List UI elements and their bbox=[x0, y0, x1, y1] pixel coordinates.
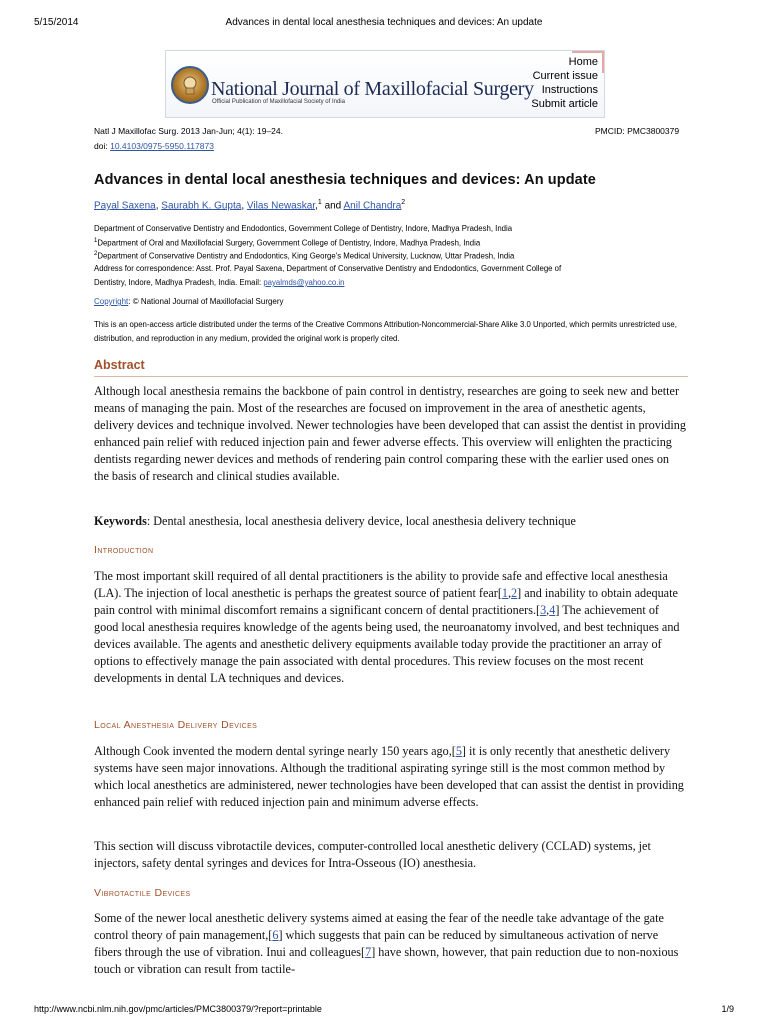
nav-submit-article-link[interactable]: Submit article bbox=[531, 98, 598, 110]
vibrotactile-paragraph bbox=[94, 910, 686, 978]
journal-nav bbox=[531, 55, 598, 111]
page-number: 1/9 bbox=[721, 1004, 734, 1014]
copyright-link[interactable]: Copyright bbox=[94, 297, 129, 306]
journal-logo-icon bbox=[171, 66, 209, 104]
text-run: ] The achievement of good local anesthesia requires knowledge of the agents being used, the neuroanatomy involved, and best techniques and devices available. The agents and anesthetic delivery equipments available today provide the practitioner an array of options to effectively manage the pain associated with dental procedures. This review focuses on the most recent developments in dental LA techniques and devices. bbox=[94, 603, 680, 685]
delivery-devices-paragraph-2: This section will discuss vibrotactile devices, computer-controlled local anesthetic delivery (CCLAD) systems, jet injectors, safety dental syringes and devices for Intra-Osseous (IO) anesthesia. bbox=[94, 839, 651, 870]
introduction-heading: Introduction bbox=[94, 544, 154, 556]
abstract-text: Although local anesthesia remains the backbone of pain control in dentistry, researches are going to seek new and better means of managing the pain. Most of the researches are focused on improvement in the area of anesthetic agents, delivery devices and technique involved. Newer technologies have been developed that can assist the dentist in providing enhanced pain relief with reduced injection pain and fewer adverse effects. This overview will enlighten the practicing dentists regarding newer devices and methods of rendering pain control comparing these with the earlier used ones on the basis of research and clinical studies available. bbox=[94, 384, 686, 483]
author-link[interactable]: Saurabh K. Gupta bbox=[161, 200, 242, 212]
citation-link[interactable]: 4 bbox=[549, 603, 556, 617]
copyright-line bbox=[94, 297, 284, 306]
text-run: ] and inability to obtain adequate pain control with minimal discomfort remains a significant concern of dental practitioners.[ bbox=[94, 586, 678, 617]
delivery-devices-paragraph bbox=[94, 743, 686, 811]
author-link[interactable]: Vilas Newaskar bbox=[246, 200, 316, 212]
text-run: ] it is only recently that anesthetic delivery systems have seen major innovations. Although the traditional aspirating syringe still is the most common method by which local anesthetics are administered, newer technologies have been developed that can assist the dentist in providing enhanced pain relief with reduced injection pain and minimum adverse effects. bbox=[94, 744, 684, 809]
introduction-paragraph: The most important skill required of all dental practitioners is the ability to provide safe and effective local anesthesia (LA). The injection of local anesthetic is perhaps the greatest source of patient fear[1,2] and inability to obtain adequate pain control with minimal discomfort remains a significant concern of dental practitioners.[3,4] The achievement of good local anesthesia requires knowledge of the agents being used, the neuroanatomy involved, and best techniques and devices available. The agents and anesthetic delivery equipments available today provide the practitioner an array of options to effectively manage the pain associated with dental procedures. This review focuses on the most recent developments in dental LA techniques and devices. bbox=[94, 569, 680, 685]
author-sup: 1 bbox=[317, 199, 322, 206]
text-run: Although Cook invented the modern dental syringe nearly 150 years ago,[ bbox=[94, 744, 456, 758]
doi-link[interactable]: 10.4103/0975-5950.117873 bbox=[110, 141, 214, 151]
affiliation-text: Department of Conservative Dentistry and Endodontics, King George's Medical University, Lucknow, Uttar Pradesh, India bbox=[97, 251, 515, 261]
doi-label: doi: bbox=[94, 141, 108, 151]
correspondence-text: Dentistry, Indore, Madhya Pradesh, India. Email: bbox=[94, 278, 262, 287]
affiliation-2 bbox=[94, 248, 694, 263]
affiliation-sup: 1 bbox=[94, 238, 98, 244]
abstract-heading: Abstract bbox=[94, 358, 688, 377]
author-link[interactable]: Anil Chandra bbox=[343, 200, 402, 212]
text-run: Some of the newer local anesthetic delivery systems aimed at easing the fear of the needle take advantage of the gate control theory of pain management,[ bbox=[94, 911, 664, 942]
affiliation-main: Department of Conservative Dentistry and Endodontics, Government College of Dentistry, Indore, Madhya Pradesh, India bbox=[94, 224, 513, 233]
journal-banner bbox=[165, 50, 605, 118]
author-and: and bbox=[324, 200, 342, 212]
license-text: This is an open-access article distributed under the terms of the Creative Commons Attribution-Noncommercial-Share Alike 3.0 Unported, which permits unrestricted use, distribution, and reproduction in any medium, provided the original work is properly cited. bbox=[94, 320, 677, 343]
nav-home-link[interactable]: Home bbox=[568, 56, 598, 68]
pmcid: PMCID: PMC3800379 bbox=[595, 126, 680, 136]
vibrotactile-heading: Vibrotactile Devices bbox=[94, 887, 191, 899]
journal-name: National Journal of Maxillofacial Surgery bbox=[211, 78, 534, 100]
article-title: Advances in dental local anesthesia techniques and devices: An update bbox=[94, 172, 596, 188]
print-date: 5/15/2014 bbox=[34, 17, 79, 28]
citation-link[interactable]: 1 bbox=[501, 586, 508, 600]
nav-current-issue-link[interactable]: Current issue bbox=[532, 70, 598, 82]
affiliation-text: Department of Oral and Maxillofacial Surgery, Government College of Dentistry, Indore, Madhya Pradesh, India bbox=[97, 238, 481, 248]
author-link[interactable]: Payal Saxena bbox=[94, 200, 156, 212]
citation-link[interactable]: 3 bbox=[540, 603, 547, 617]
delivery-devices-heading: Local Anesthesia Delivery Devices bbox=[94, 719, 258, 731]
text-run: The most important skill required of all dental practitioners is the ability to provide safe and effective local anesthesia (LA). The injection of local anesthetic is perhaps the greatest source of patient fear[ bbox=[94, 569, 668, 600]
author-list: Payal Saxena, Saurabh K. Gupta, Vilas Newaskar,$^1$ and Anil Chandra$^2$ bbox=[94, 199, 406, 212]
keywords-label: Keywords bbox=[94, 514, 147, 528]
correspondence: Address for correspondence: Asst. Prof. Payal Saxena, Department of Conservative Dentistry and Endodontics, Government College of bbox=[94, 264, 562, 273]
nav-instructions-link[interactable]: Instructions bbox=[541, 84, 598, 96]
text-run: ] which suggests that pain can be reduced by simultaneous activation of nerve fibers through the use of vibration. Inui and colleagues[ bbox=[94, 928, 659, 959]
citation-link[interactable]: 2 bbox=[511, 586, 518, 600]
citation-link[interactable]: 6 bbox=[272, 928, 279, 942]
doi-line bbox=[94, 141, 214, 151]
email-link[interactable]: payalmds@yahoo.co.in bbox=[263, 278, 345, 287]
citation: Natl J Maxillofac Surg. 2013 Jan-Jun; 4(1): 19–24. bbox=[94, 126, 283, 136]
author-sup: 2 bbox=[401, 199, 406, 206]
journal-subtitle: Official Publication of Maxillofacial Society of India bbox=[212, 99, 345, 105]
text-run: ] have shown, however, that pain reduction due to non-noxious touch or vibration can result from tactile- bbox=[94, 945, 679, 976]
keywords-text: : Dental anesthesia, local anesthesia delivery device, local anesthesia delivery technique bbox=[146, 514, 576, 528]
citation-link[interactable]: 7 bbox=[365, 945, 372, 959]
affiliation-sup: 2 bbox=[94, 251, 98, 257]
keywords bbox=[94, 513, 686, 530]
copyright-text: : © National Journal of Maxillofacial Surgery bbox=[128, 297, 284, 306]
print-url: http://www.ncbi.nlm.nih.gov/pmc/articles/PMC3800379/?report=printable bbox=[34, 1004, 322, 1014]
citation-link[interactable]: 5 bbox=[455, 744, 462, 758]
correspondence-line-2 bbox=[94, 276, 694, 289]
print-title: Advances in dental local anesthesia techniques and devices: An update bbox=[225, 17, 543, 28]
